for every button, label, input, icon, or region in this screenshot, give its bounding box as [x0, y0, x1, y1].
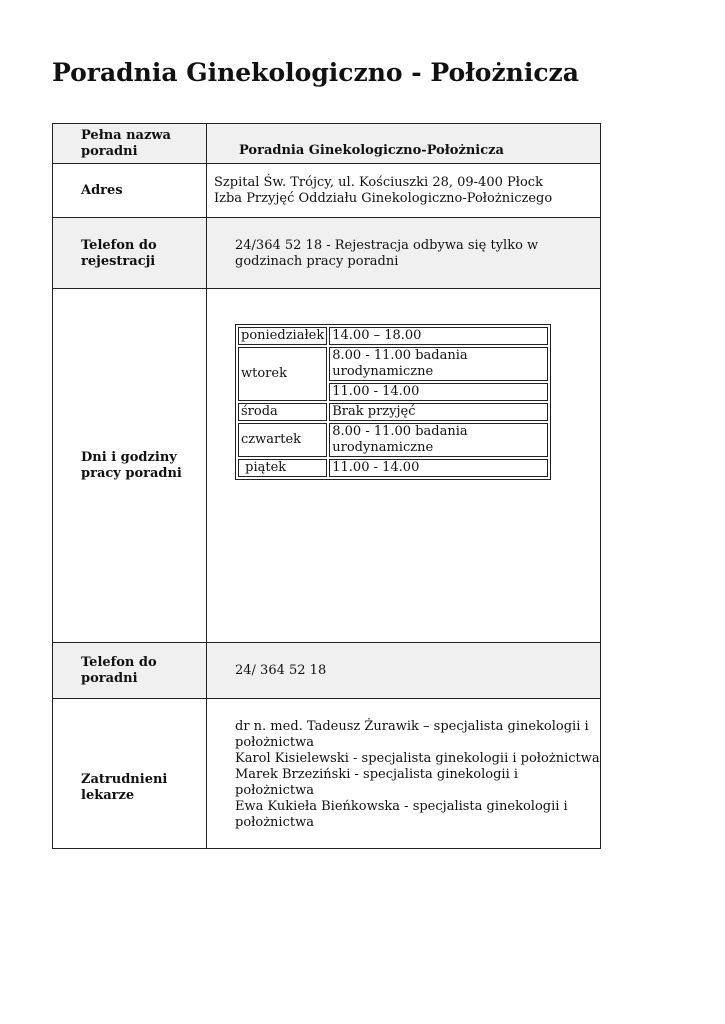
- doctor-item: Marek Brzeziński - specjalista ginekologii i położnictwa: [235, 767, 519, 798]
- label-doctors: Zatrudnieni lekarze: [53, 699, 207, 849]
- day-tuesday: wtorek: [238, 347, 327, 401]
- hours-row-monday: [238, 327, 548, 345]
- time-wednesday: Brak przyjęć: [329, 403, 548, 421]
- hours-row-thursday: [238, 423, 548, 457]
- doctor-item: Ewa Kukieła Bieńkowska - specjalista ginekologii i położnictwa: [235, 799, 568, 830]
- row-clinic-phone: [53, 643, 601, 699]
- time-friday: 11.00 - 14.00: [329, 459, 548, 477]
- value-registration-phone: 24/364 52 18 - Rejestracja odbywa się tylko w godzinach pracy poradni: [207, 218, 601, 289]
- value-full-name: Poradnia Ginekologiczno-Położnicza: [207, 124, 601, 164]
- doctor-item: Karol Kisielewski - specjalista ginekologii i położnictwa: [235, 751, 600, 766]
- address-line-1: Szpital Św. Trójcy, ul. Kościuszki 28, 09-400 Płock: [214, 174, 543, 190]
- value-working-hours: [207, 289, 601, 643]
- row-working-hours: [53, 289, 601, 643]
- page-title: Poradnia Ginekologiczno - Położnicza: [52, 58, 579, 87]
- time-tuesday-2: 11.00 - 14.00: [329, 383, 548, 401]
- day-monday: poniedziałek: [238, 327, 327, 345]
- row-full-name: [53, 124, 601, 164]
- day-wednesday: środa: [238, 403, 327, 421]
- row-address: [53, 164, 601, 218]
- day-thursday: czwartek: [238, 423, 327, 457]
- row-doctors: [53, 699, 601, 849]
- hours-row-tuesday: [238, 347, 548, 381]
- doctor-item: dr n. med. Tadeusz Żurawik – specjalista ginekologii i położnictwa: [235, 719, 589, 750]
- label-address: Adres: [53, 164, 207, 218]
- time-tuesday-1: 8.00 - 11.00 badania urodynamiczne: [329, 347, 548, 381]
- address-line-2: Izba Przyjęć Oddziału Ginekologiczno-Położniczego: [214, 190, 553, 206]
- label-registration-phone: Telefon do rejestracji: [53, 218, 207, 289]
- time-thursday: 8.00 - 11.00 badania urodynamiczne: [329, 423, 548, 457]
- value-clinic-phone: 24/ 364 52 18: [207, 643, 601, 699]
- label-clinic-phone: Telefon do poradni: [53, 643, 207, 699]
- time-monday: 14.00 – 18.00: [329, 327, 548, 345]
- value-doctors: [207, 699, 601, 849]
- value-address: [207, 164, 601, 218]
- label-full-name: Pełna nazwa poradni: [53, 124, 207, 164]
- clinic-info-table: [52, 123, 601, 849]
- row-registration-phone: [53, 218, 601, 289]
- label-working-hours: Dni i godziny pracy poradni: [53, 289, 207, 643]
- hours-row-friday: [238, 459, 548, 477]
- hours-table: [235, 324, 551, 480]
- day-friday: piątek: [238, 459, 327, 477]
- hours-row-wednesday: [238, 403, 548, 421]
